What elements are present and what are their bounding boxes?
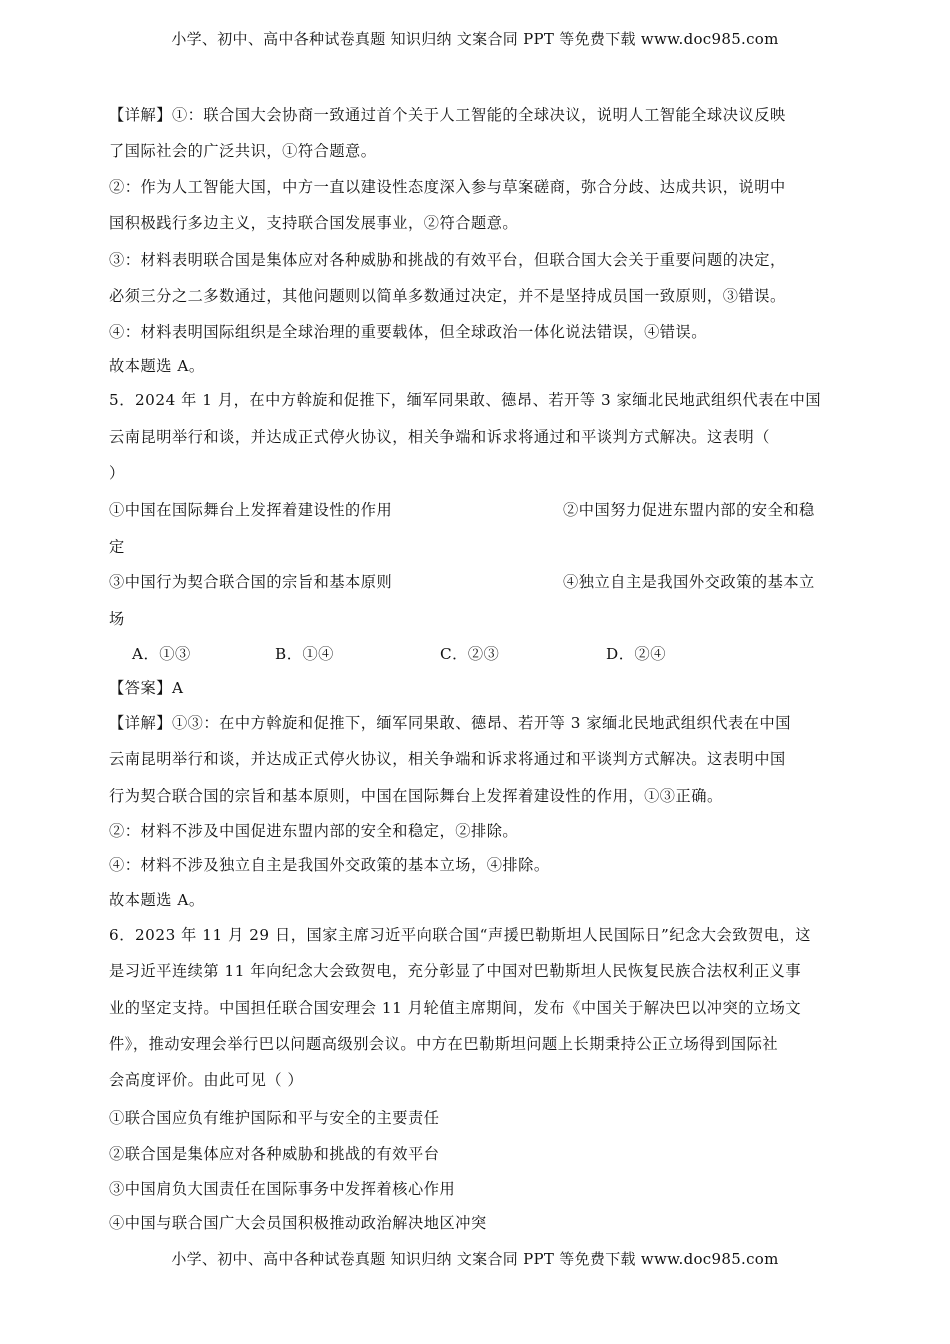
q4-explanation-line: 国积极践行多边主义，支持联合国发展事业，②符合题意。: [109, 214, 519, 232]
q5-statement-2-continued: 定: [109, 538, 125, 556]
q5-explanation-line: 行为契合联合国的宗旨和基本原则，中国在国际舞台上发挥着建设性的作用，①③正确。: [109, 787, 723, 805]
q5-explanation-line: ④：材料不涉及独立自主是我国外交政策的基本立场，④排除。: [109, 856, 550, 874]
q4-explanation-line: 【详解】①：联合国大会协商一致通过首个关于人工智能的全球决议，说明人工智能全球决议反映: [109, 106, 786, 124]
page-footer: 小学、初中、高中各种试卷真题 知识归纳 文案合同 PPT 等免费下载 www.doc985.com: [171, 1250, 779, 1268]
q6-stem-line: 6．2023 年 11 月 29 日，国家主席习近平向联合国“声援巴勒斯坦人民国际日”纪念大会致贺电，这: [109, 926, 811, 944]
q5-statement-1: ①中国在国际舞台上发挥着建设性的作用: [109, 501, 393, 519]
q5-option-c: C．②③: [440, 645, 500, 663]
q4-explanation-line: 必须三分之二多数通过，其他问题则以简单多数通过决定，并不是坚持成员国一致原则，③错误。: [109, 287, 786, 305]
q4-explanation-line: ②：作为人工智能大国，中方一直以建设性态度深入参与草案磋商，弥合分歧、达成共识，说明中: [109, 178, 786, 196]
q4-conclusion: 故本题选 A。: [109, 357, 205, 375]
q5-conclusion: 故本题选 A。: [109, 891, 205, 909]
q6-stem-line: 件》，推动安理会举行巴以问题高级别会议。中方在巴勒斯坦问题上长期秉持公正立场得到国际社: [109, 1035, 779, 1053]
q5-statement-4-continued: 场: [109, 610, 125, 628]
q5-explanation-line: 云南昆明举行和谈，并达成正式停火协议，相关争端和诉求将通过和平谈判方式解决。这表明中国: [109, 750, 786, 768]
q5-stem-line: 云南昆明举行和谈，并达成正式停火协议，相关争端和诉求将通过和平谈判方式解决。这表明（: [109, 428, 770, 446]
q5-statement-2: ②中国努力促进东盟内部的安全和稳: [563, 501, 815, 519]
q6-statement-3: ③中国肩负大国责任在国际事务中发挥着核心作用: [109, 1180, 456, 1198]
q4-explanation-line: ④：材料表明国际组织是全球治理的重要载体，但全球政治一体化说法错误，④错误。: [109, 323, 708, 341]
q5-option-b: B．①④: [275, 645, 334, 663]
q4-explanation-line: ③：材料表明联合国是集体应对各种威胁和挑战的有效平台，但联合国大会关于重要问题的决定，: [109, 251, 786, 269]
q5-explanation-line: 【详解】①③：在中方斡旋和促推下，缅军同果敢、德昂、若开等 3 家缅北民地武组织代表在中国: [109, 714, 791, 732]
q4-explanation-line: 了国际社会的广泛共识，①符合题意。: [109, 142, 377, 160]
q5-explanation-line: ②：材料不涉及中国促进东盟内部的安全和稳定，②排除。: [109, 822, 519, 840]
q5-statement-3: ③中国行为契合联合国的宗旨和基本原则: [109, 573, 393, 591]
q6-stem-line: 业的坚定支持。中国担任联合国安理会 11 月轮值主席期间，发布《中国关于解决巴以冲突的立场文: [109, 999, 802, 1017]
q5-stem-line: 5．2024 年 1 月，在中方斡旋和促推下，缅军同果敢、德昂、若开等 3 家缅北民地武组织代表在中国: [109, 391, 822, 409]
page-header: 小学、初中、高中各种试卷真题 知识归纳 文案合同 PPT 等免费下载 www.doc985.com: [171, 30, 779, 48]
q5-option-d: D．②④: [606, 645, 666, 663]
q5-statement-4: ④独立自主是我国外交政策的基本立: [563, 573, 815, 591]
q6-stem-line: 会高度评价。由此可见（ ）: [109, 1071, 304, 1089]
q5-stem-line: ）: [109, 464, 125, 482]
q6-statement-1: ①联合国应负有维护国际和平与安全的主要责任: [109, 1109, 440, 1127]
q5-answer: 【答案】A: [109, 679, 184, 697]
q5-option-a: A．①③: [132, 645, 191, 663]
q6-stem-line: 是习近平连续第 11 年向纪念大会致贺电，充分彰显了中国对巴勒斯坦人民恢复民族合法权利正义事: [109, 962, 802, 980]
q6-statement-2: ②联合国是集体应对各种威胁和挑战的有效平台: [109, 1145, 440, 1163]
q6-statement-4: ④中国与联合国广大会员国积极推动政治解决地区冲突: [109, 1214, 487, 1232]
